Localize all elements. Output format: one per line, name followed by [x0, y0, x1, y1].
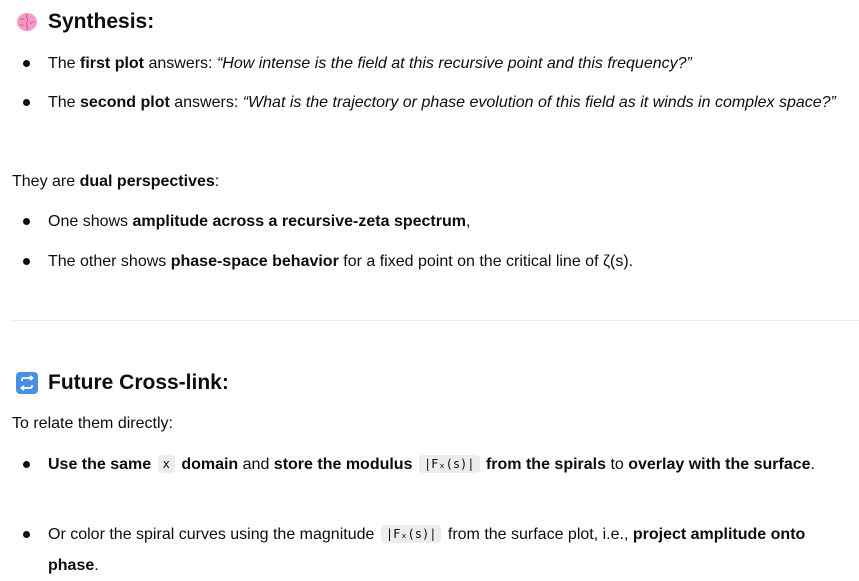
crosslink-heading: [16, 371, 229, 395]
bullet-dot: [23, 258, 30, 265]
list-item-text: The first plot answers: “How intense is the field at this recursive point and this frequency?”: [48, 55, 692, 72]
crosslink-intro: To relate them directly:: [12, 415, 173, 432]
bullet-dot: [23, 99, 30, 106]
bullet-dot: [23, 531, 30, 538]
crosslink-title: Future Cross-link:: [48, 371, 229, 394]
inline-code: x: [158, 455, 175, 473]
inline-code: |Fₓ(s)|: [381, 525, 442, 543]
repeat-icon: [16, 372, 38, 394]
brain-icon: [16, 11, 38, 33]
section-divider: [12, 320, 859, 321]
synthesis-heading: [16, 10, 154, 34]
list-item-text: Use the same x domain and store the modulus |Fₓ(s)| from the spirals to overlay with the surface.: [48, 456, 815, 473]
list-item-text: Or color the spiral curves using the magnitude |Fₓ(s)| from the surface plot, i.e., project amplitude onto phase.: [48, 526, 806, 574]
bullet-dot: [23, 461, 30, 468]
bullet-dot: [23, 60, 30, 67]
dual-intro: They are dual perspectives:: [12, 173, 220, 190]
bullet-dot: [23, 218, 30, 225]
inline-code: |Fₓ(s)|: [419, 455, 480, 473]
synthesis-title: Synthesis:: [48, 10, 155, 33]
list-item-text: The second plot answers: “What is the trajectory or phase evolution of this field as it winds in complex space?”: [48, 94, 836, 111]
list-item-text: The other shows phase-space behavior for a fixed point on the critical line of ζ(s).: [48, 253, 634, 270]
list-item-text: One shows amplitude across a recursive-zeta spectrum,: [48, 213, 471, 230]
